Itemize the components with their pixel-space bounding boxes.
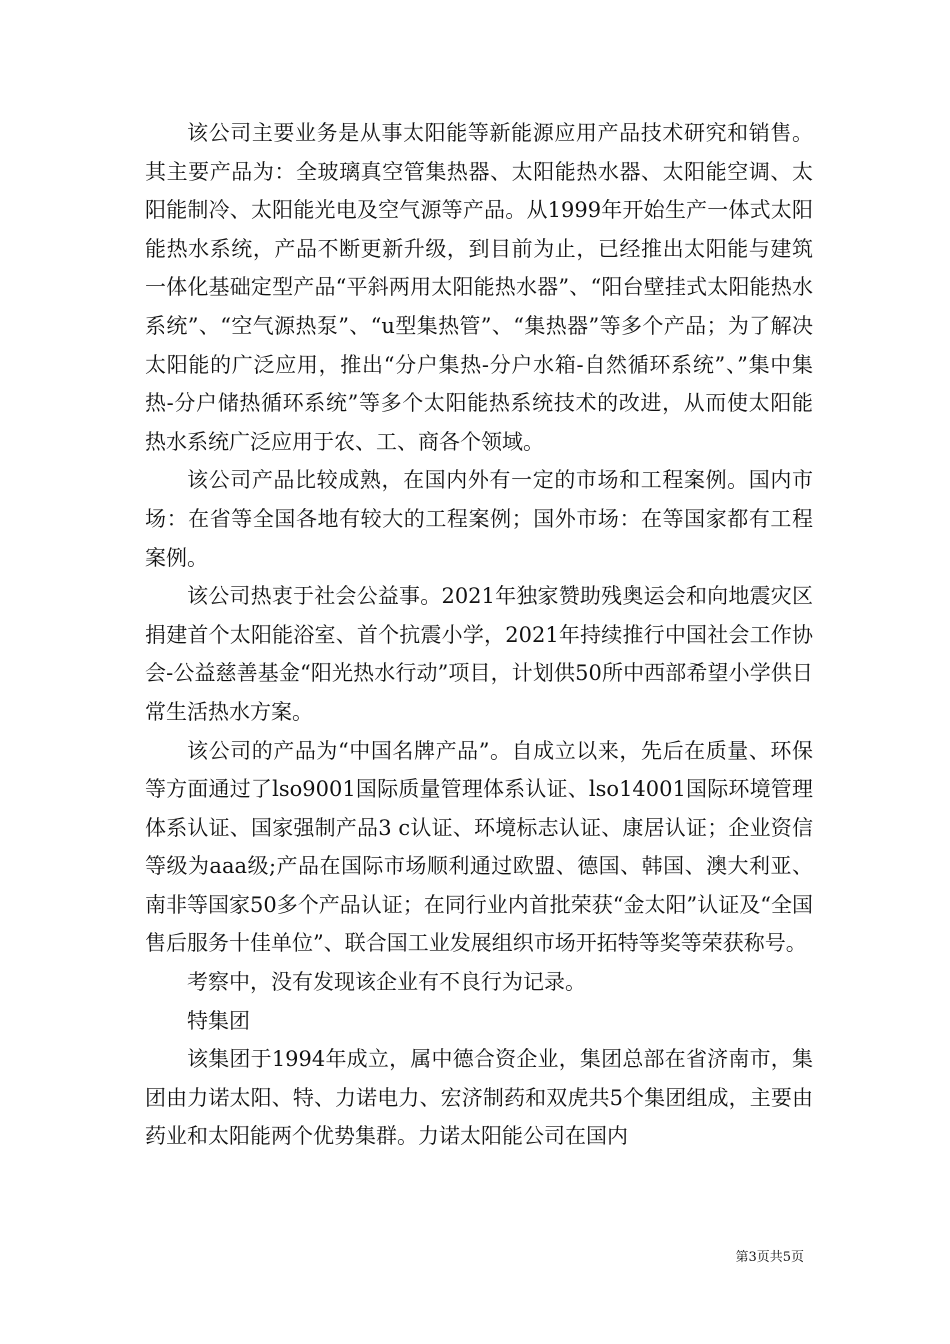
page-number: 第3页共5页 <box>735 1250 804 1265</box>
paragraph-certifications: 该公司的产品为“中国名牌产品”。自成立以来，先后在质量、环保等方面通过了lso9001国际质量管理体系认证、lso14001国际环境管理体系认证、国家强制产品3 c认证、环境标志认证、康居认证；企业资信等级为aaa级;产品在国际市场顺利通过欧盟、德国、韩国、澳大利亚、南非等国家50多个产品认证；在同行业内首批荣获“金太阳”认证及“全国售后服务十佳单位”、联合国工业发展组织市场开拓特等奖等荣获称号。 <box>145 738 813 956</box>
paragraph-public-welfare: 该公司热衷于社会公益事。2021年独家赞助残奥运会和向地震灾区捐建首个太阳能浴室、首个抗震小学，2021年持续推行中国社会工作协会-公益慈善基金“阳光热水行动”项目，计划供50所中西部希望小学供日常生活热水方案。 <box>145 584 813 724</box>
paragraph-company-business: 该公司主要业务是从事太阳能等新能源应用产品技术研究和销售。其主要产品为：全玻璃真空管集热器、太阳能热水器、太阳能空调、太阳能制冷、太阳能光电及空气源等产品。从1999年开始生产一体式太阳能热水系统，产品不断更新升级，到目前为止，已经推出太阳能与建筑一体化基础定型产品“平斜两用太阳能热水器”、“阳台壁挂式太阳能热水系统”、“空气源热泵”、“u型集热管”、“集热器”等多个产品；为了解决太阳能的广泛应用，推出“分户集热-分户水箱-自然循环系统”、”集中集热-分户储热循环系统”等多个太阳能热系统技术的改进，从而使太阳能热水系统广泛应用于农、工、商各个领域。 <box>145 121 813 454</box>
paragraph-market-cases: 该公司产品比较成熟，在国内外有一定的市场和工程案例。国内市场：在省等全国各地有较大的工程案例；国外市场：在等国家都有工程案例。 <box>145 468 813 570</box>
paragraph-group-intro: 该集团于1994年成立，属中德合资企业，集团总部在省济南市，集团由力诺太阳、特、力诺电力、宏济制药和双虎共5个集团组成，主要由药业和太阳能两个优势集群。力诺太阳能公司在国内 <box>145 1047 813 1149</box>
paragraph-inspection-record: 考察中，没有发现该企业有不良行为记录。 <box>187 970 586 995</box>
document-body <box>145 114 813 1156</box>
section-heading-group: 特集团 <box>187 1008 250 1033</box>
